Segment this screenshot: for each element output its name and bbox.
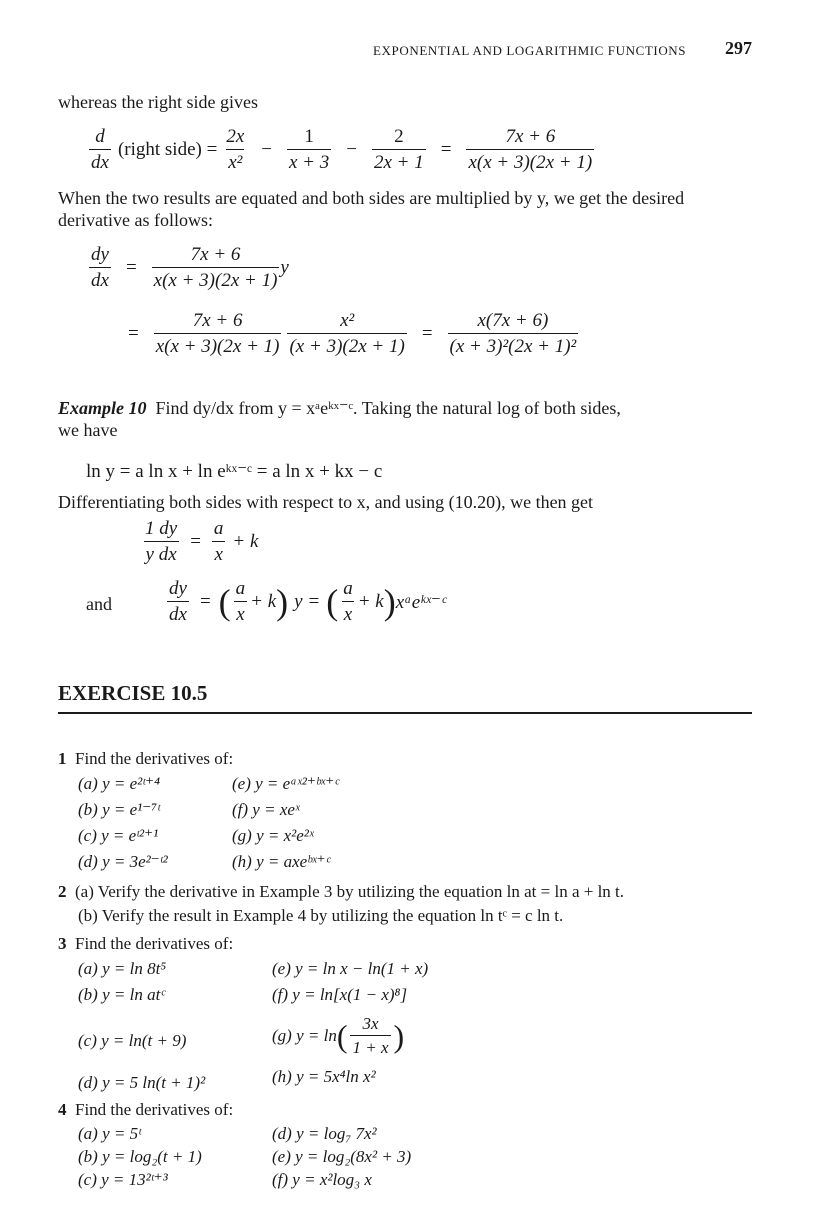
equation-log-derivative: $\frac{1 dy}{\text{y dx}}$ = $\frac{a}{x}$ + k [145, 518, 259, 565]
equation-derivative-cont: = $\frac{7x + 6}{x(x + 3)(2x + 1)}$ $\frac{\text{x²}}{(x + 3)(2x + 1)}$ = $\frac{x(7x + 6)}{\text{(x + 3)²(2x + 1)²}}$ [128, 310, 577, 357]
fraction: $\frac{d}{dx}$ [91, 126, 109, 173]
question-1: 1 Find the derivatives of: [58, 749, 234, 768]
fraction: $\frac{a}{x}$ [213, 518, 224, 565]
equation-derivative: $\frac{dy}{dx}$ = $\frac{7x + 6}{x(x + 3)(2x + 1)}$ y [91, 244, 289, 291]
fraction: $\frac{1 dy}{\text{y dx}}$ [145, 518, 178, 565]
fraction: $\frac{7x + 6}{x(x + 3)(2x + 1)}$ [153, 244, 278, 291]
fraction: $\frac{\text{x²}}{(x + 3)(2x + 1)}$ [289, 310, 405, 357]
example-label: Example 10 [58, 398, 147, 418]
section-rule [58, 712, 752, 714]
question-2b: (b) Verify the result in Example 4 by utilizing the equation ln tᶜ = c ln t. [78, 906, 564, 925]
fraction: $\frac{a}{x}$ [343, 578, 353, 625]
q4-col-a: (a) y = 5ᵗ (b) y = log₂(t + 1) (c) y = 13²ᵗ⁺³ [78, 1124, 202, 1189]
fraction: $\frac{a}{x}$ [235, 578, 246, 625]
question-2: 2 (a) Verify the derivative in Example 3 by utilizing the equation ln at = ln a + ln t. [58, 882, 625, 901]
q4-col-b: (d) y = log₇ 7x² (e) y = log₂(8x² + 3) (f) y = x²log₃ x [272, 1124, 412, 1189]
paragraph: When the two results are equated and both sides are multiplied by y, we get the desired derivative as follows: [58, 188, 685, 230]
question-3: 3 Find the derivatives of: [58, 934, 234, 953]
paragraph: Differentiating both sides with respect to x, and using (10.20), we then get [58, 492, 594, 512]
q1-col-a: (a) y = e²ᵗ⁺⁴ (b) y = e¹⁻⁷ᵗ (c) y = eᵗ²⁺¹ (d) y = 3e²⁻ᵗ² [78, 774, 168, 871]
question-4: 4 Find the derivatives of: [58, 1100, 234, 1119]
equation-final-derivative: $\frac{dy}{dx}$ = ( $\frac{a}{x}$ + k ) y = ( $\frac{a}{x}$ + k ) xᵃeᵏˣ⁻ᶜ [169, 578, 446, 625]
fraction: $\frac{x(7x + 6)}{\text{(x + 3)²(2x + 1)²}}$ [449, 310, 577, 357]
running-header: EXPONENTIAL AND LOGARITHMIC FUNCTIONS [373, 43, 687, 58]
fraction: $\frac{1}{x + 3}$ [288, 126, 330, 173]
q1-col-b: (e) y = eᵃˣ²⁺ᵇˣ⁺ᶜ (f) y = xeˣ (g) y = x²e²ˣ (h) y = axeᵇˣ⁺ᶜ [232, 774, 339, 871]
equation-log: ln y = a ln x + ln eᵏˣ⁻ᶜ = a ln x + kx − c [86, 461, 383, 482]
example-10-text-cont: we have [58, 420, 118, 440]
exercise-title: EXERCISE 10.5 [58, 681, 208, 705]
q3-col-b: (e) y = ln x − ln(1 + x) (f) y = ln[x(1 − x)⁸] (g) y = ln ( $\frac{3x}{1 + x}$ ) (h) y = 5x⁴ln x² [272, 959, 429, 1086]
fraction: $\frac{dy}{dx}$ [91, 244, 109, 291]
page-number: 297 [725, 38, 752, 58]
q3-col-a: (a) y = ln 8t⁵ (b) y = ln atᶜ (c) y = ln(t + 9) (d) y = 5 ln(t + 1)² [78, 959, 206, 1092]
fraction: $\frac{7x + 6}{x(x + 3)(2x + 1)}$ [468, 126, 593, 173]
paragraph: whereas the right side gives [58, 92, 258, 112]
equation-right-side: $\frac{d}{dx}$ (right side) = $\frac{2x}{\text{x²}}$ − $\frac{1}{x + 3}$ − $\frac{2}{2x + 1}$ = $\frac{7x + 6}{x(x + 3)(2x + 1)}$ [91, 126, 593, 173]
and-label: and [86, 594, 112, 614]
fraction: $\frac{dy}{dx}$ [169, 578, 187, 625]
fraction: $\frac{2x}{\text{x²}}$ [226, 126, 245, 173]
fraction: $\frac{7x + 6}{x(x + 3)(2x + 1)}$ [155, 310, 280, 357]
example-10-text: Example 10 Find dy/dx from y = xᵃeᵏˣ⁻ᶜ. Taking the natural log of both sides, [58, 398, 621, 418]
fraction: $\frac{2}{2x + 1}$ [373, 126, 424, 173]
